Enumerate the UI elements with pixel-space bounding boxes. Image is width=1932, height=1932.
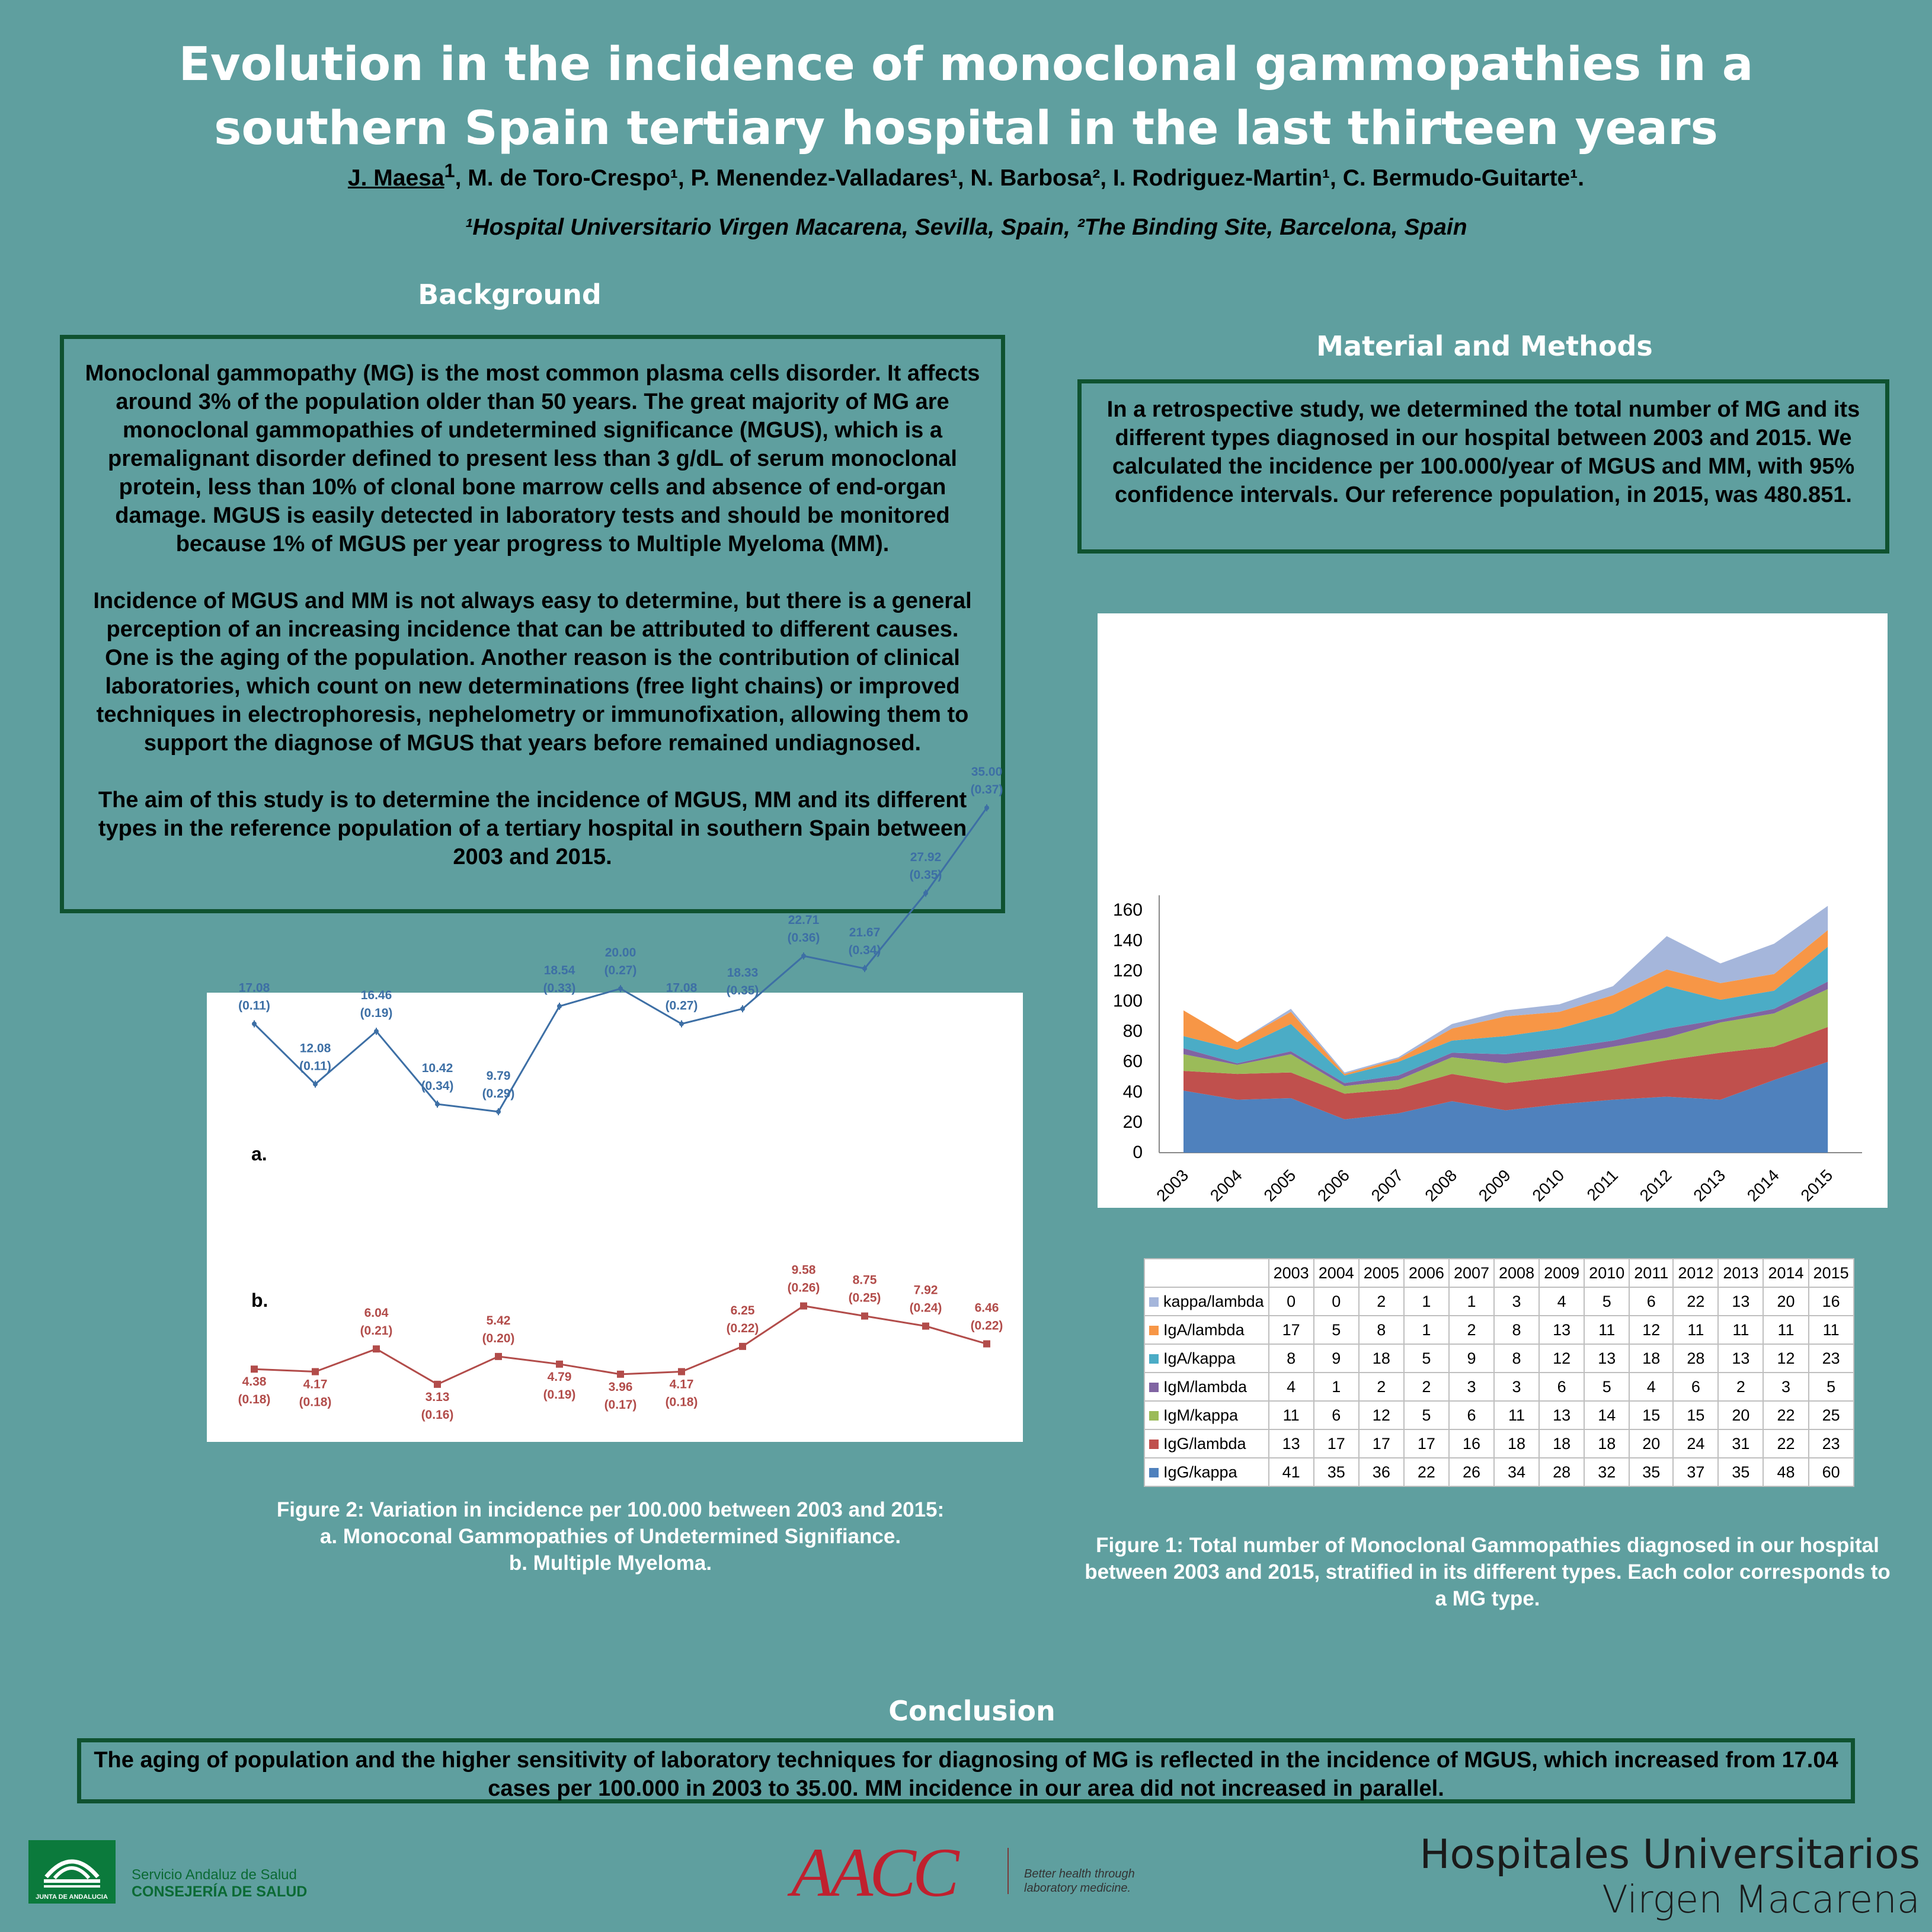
data-point xyxy=(434,1381,441,1388)
y-tick-label: 140 xyxy=(1112,930,1143,951)
data-point xyxy=(373,1345,380,1352)
table-year-header: 2008 xyxy=(1494,1259,1539,1287)
table-year-header: 2013 xyxy=(1718,1259,1763,1287)
table-cell: 11 xyxy=(1809,1316,1854,1344)
table-cell: 12 xyxy=(1539,1344,1584,1373)
data-label: 4.17 xyxy=(669,1377,694,1392)
data-label-ci: (0.22) xyxy=(970,1319,1003,1333)
data-label: 6.25 xyxy=(730,1303,755,1317)
data-point xyxy=(740,1006,745,1011)
table-cell: 11 xyxy=(1269,1401,1314,1429)
table-cell: 2 xyxy=(1359,1373,1404,1401)
x-tick-label: 2012 xyxy=(1636,1166,1675,1205)
hospital-name-line-1: Hospitales Universitarios xyxy=(1419,1831,1920,1878)
junta-emblem-icon xyxy=(28,1840,116,1904)
table-year-header: 2005 xyxy=(1359,1259,1404,1287)
data-point xyxy=(435,1102,440,1106)
table-cell: 13 xyxy=(1718,1287,1763,1316)
data-point xyxy=(984,805,989,810)
table-cell: 5 xyxy=(1404,1344,1449,1373)
hospital-name-line-2: Virgen Macarena xyxy=(1602,1878,1920,1922)
table-cell: 22 xyxy=(1404,1458,1449,1486)
table-row xyxy=(1144,1287,1854,1316)
table-cell: 20 xyxy=(1763,1287,1808,1316)
data-label: 17.08 xyxy=(666,981,698,995)
data-label-ci: (0.25) xyxy=(848,1291,881,1305)
data-label: 9.79 xyxy=(486,1069,511,1083)
table-corner xyxy=(1144,1259,1269,1287)
conclusion-box: The aging of population and the higher sensitivity of laboratory techniques for diagnosing of MG is reflected in the incidence of MGUS, which increased from 17.04 cases per 100.000 in 2003 to 35.00. MM incidence in our area did not increased in parallel. xyxy=(77,1738,1855,1803)
table-cell: 13 xyxy=(1539,1316,1584,1344)
table-cell: 17 xyxy=(1314,1429,1359,1458)
background-heading: Background xyxy=(418,279,602,311)
table-cell: 13 xyxy=(1539,1401,1584,1429)
table-header-row xyxy=(1144,1259,1854,1287)
table-cell: 11 xyxy=(1763,1316,1808,1344)
data-label: 16.46 xyxy=(360,989,392,1003)
data-label-ci: (0.35) xyxy=(726,984,759,998)
data-label: 4.38 xyxy=(242,1375,267,1389)
table-cell: 13 xyxy=(1269,1429,1314,1458)
table-cell: 1 xyxy=(1449,1287,1494,1316)
figure-1-caption: Figure 1: Total number of Monoclonal Gammopathies diagnosed in our hospital between 2003 and 2015, stratified in its different types. Each color corresponds to a MG type. xyxy=(1085,1534,1891,1610)
table-cell: 17 xyxy=(1269,1316,1314,1344)
table-cell: 6 xyxy=(1539,1373,1584,1401)
data-point xyxy=(618,986,623,991)
figure-2-caption-line-3: b. Multiple Myeloma. xyxy=(508,1552,712,1575)
table-cell: 26 xyxy=(1449,1458,1494,1486)
legend-swatch xyxy=(1149,1440,1159,1449)
table-cell: 6 xyxy=(1629,1287,1673,1316)
data-label: 10.42 xyxy=(421,1061,453,1076)
data-point xyxy=(678,1368,685,1376)
table-cell: 18 xyxy=(1629,1344,1673,1373)
data-label-ci: (0.16) xyxy=(421,1408,454,1422)
table-cell: 24 xyxy=(1673,1429,1718,1458)
data-point xyxy=(251,1365,258,1373)
aacc-tagline-line-2: laboratory medicine. xyxy=(1024,1882,1131,1895)
data-label: 9.58 xyxy=(791,1263,816,1277)
table-cell: 12 xyxy=(1629,1316,1673,1344)
data-label-ci: (0.22) xyxy=(726,1321,759,1335)
background-paragraph-3: The aim of this study is to determine the incidence of MGUS, MM and its different types in the reference population of a tertiary hospital in southern Spain between 2003 and 2015. xyxy=(98,788,967,869)
table-cell: 18 xyxy=(1494,1429,1539,1458)
data-point xyxy=(312,1368,319,1376)
data-label: 18.54 xyxy=(543,963,575,977)
table-cell: 20 xyxy=(1718,1401,1763,1429)
table-year-header: 2014 xyxy=(1763,1259,1808,1287)
aacc-tagline xyxy=(1024,1867,1135,1895)
table-cell: 6 xyxy=(1673,1373,1718,1401)
methods-heading: Material and Methods xyxy=(1316,330,1653,362)
aacc-logo: AACC xyxy=(791,1834,956,1911)
table-cell: 17 xyxy=(1404,1429,1449,1458)
table-cell: 23 xyxy=(1809,1344,1854,1373)
table-cell: 20 xyxy=(1629,1429,1673,1458)
data-point xyxy=(313,1082,318,1086)
table-row xyxy=(1144,1344,1854,1373)
table-cell: 22 xyxy=(1673,1287,1718,1316)
table-cell: 11 xyxy=(1584,1316,1629,1344)
data-label: 6.46 xyxy=(974,1301,999,1315)
data-label: 4.79 xyxy=(547,1370,572,1384)
table-cell: 13 xyxy=(1718,1344,1763,1373)
legend-label: kappa/lambda xyxy=(1163,1292,1264,1310)
series-name-mgus: a. xyxy=(251,1143,267,1165)
author-list xyxy=(59,160,1873,191)
y-tick-label: 160 xyxy=(1112,900,1143,920)
data-label-ci: (0.34) xyxy=(421,1079,454,1093)
figure-1-panel xyxy=(1098,613,1888,1208)
table-cell: 5 xyxy=(1809,1373,1854,1401)
figure-2-caption-line-1: Figure 2: Variation in incidence per 100.000 between 2003 and 2015: xyxy=(276,1498,945,1521)
table-cell: 2 xyxy=(1359,1287,1404,1316)
table-cell: 48 xyxy=(1763,1458,1808,1486)
table-row-label xyxy=(1144,1316,1269,1344)
table-cell: 4 xyxy=(1629,1373,1673,1401)
y-tick-label: 60 xyxy=(1122,1051,1143,1071)
table-cell: 13 xyxy=(1584,1344,1629,1373)
x-tick-label: 2004 xyxy=(1206,1166,1246,1205)
table-cell: 11 xyxy=(1673,1316,1718,1344)
data-label-ci: (0.11) xyxy=(299,1059,331,1073)
legend-swatch xyxy=(1149,1326,1159,1335)
table-cell: 11 xyxy=(1494,1401,1539,1429)
data-point xyxy=(252,1022,257,1026)
data-label-ci: (0.37) xyxy=(970,783,1003,797)
table-row xyxy=(1144,1316,1854,1344)
background-paragraph-1: Monoclonal gammopathy (MG) is the most common plasma cells disorder. It affects around 3% of the population older than 50 years. The great majority of MG are monoclonal gammopathies of undetermined significance (MGUS), which is a premalignant disorder defined to present less than 3 g/dL of serum monoclonal protein, less than 10% of clonal bone marrow cells and absence of end-organ damage. MGUS is easily detected in laboratory tests and should be monitored because 1% of MGUS per year progress to Multiple Myeloma (MM). xyxy=(85,361,980,556)
legend-label: IgG/lambda xyxy=(1163,1434,1246,1453)
table-cell: 18 xyxy=(1359,1344,1404,1373)
table-cell: 22 xyxy=(1763,1401,1808,1429)
series-name-mm: b. xyxy=(251,1290,268,1311)
table-cell: 3 xyxy=(1494,1373,1539,1401)
background-box xyxy=(60,335,1005,913)
table-cell: 0 xyxy=(1269,1287,1314,1316)
consejeria-name: CONSEJERÍA DE SALUD xyxy=(132,1883,308,1900)
data-point xyxy=(739,1343,746,1350)
table-cell: 31 xyxy=(1718,1429,1763,1458)
table-row xyxy=(1144,1458,1854,1486)
first-author: J. Maesa xyxy=(347,165,444,191)
table-cell: 2 xyxy=(1404,1373,1449,1401)
table-cell: 28 xyxy=(1539,1458,1584,1486)
legend-label: IgA/lambda xyxy=(1163,1320,1245,1339)
data-label: 17.08 xyxy=(238,981,270,995)
data-label: 12.08 xyxy=(299,1041,331,1055)
table-cell: 6 xyxy=(1449,1401,1494,1429)
table-cell: 8 xyxy=(1359,1316,1404,1344)
x-tick-label: 2003 xyxy=(1153,1166,1192,1205)
table-cell: 16 xyxy=(1809,1287,1854,1316)
table-cell: 17 xyxy=(1359,1429,1404,1458)
data-label-ci: (0.18) xyxy=(238,1393,271,1407)
x-tick-label: 2015 xyxy=(1797,1166,1837,1205)
table-cell: 9 xyxy=(1449,1344,1494,1373)
table-cell: 32 xyxy=(1584,1458,1629,1486)
figure-2-caption-line-2: a. Monoconal Gammopathies of Undetermined Signifiance. xyxy=(319,1525,901,1548)
data-point xyxy=(983,1341,990,1348)
methods-box: In a retrospective study, we determined the total number of MG and its different types diagnosed in our hospital between 2003 and 2015. We calculated the incidence per 100.000/year of MGUS and MM, with 95% confidence intervals. Our reference population, in 2015, was 480.851. xyxy=(1077,379,1889,554)
table-cell: 16 xyxy=(1449,1429,1494,1458)
table-cell: 3 xyxy=(1494,1287,1539,1316)
figure-2-caption xyxy=(196,1496,1025,1576)
table-cell: 6 xyxy=(1314,1401,1359,1429)
x-tick-label: 2006 xyxy=(1314,1166,1354,1205)
table-year-header: 2012 xyxy=(1673,1259,1718,1287)
data-label-ci: (0.21) xyxy=(360,1324,393,1338)
data-label-ci: (0.24) xyxy=(909,1301,942,1315)
table-cell: 60 xyxy=(1809,1458,1854,1486)
table-cell: 28 xyxy=(1673,1344,1718,1373)
data-label: 4.17 xyxy=(303,1377,328,1392)
table-cell: 15 xyxy=(1629,1401,1673,1429)
table-cell: 41 xyxy=(1269,1458,1314,1486)
sas-name: Servicio Andaluz de Salud xyxy=(132,1867,297,1883)
affiliations: ¹Hospital Universitario Virgen Macarena, Sevilla, Spain, ²The Binding Site, Barcelona, Spain xyxy=(465,215,1467,240)
data-label-ci: (0.19) xyxy=(543,1387,576,1402)
table-cell: 25 xyxy=(1809,1401,1854,1429)
y-tick-label: 20 xyxy=(1122,1112,1143,1132)
data-label: 27.92 xyxy=(910,850,942,865)
data-point xyxy=(557,1004,562,1009)
junta-label: JUNTA DE ANDALUCIA xyxy=(36,1893,108,1901)
aacc-divider xyxy=(1007,1848,1009,1894)
data-label: 20.00 xyxy=(604,946,636,960)
y-tick-label: 0 xyxy=(1133,1143,1143,1162)
other-authors: , M. de Toro-Crespo¹, P. Menendez-Valladares¹, N. Barbosa², I. Rodriguez-Martin¹, C. Bermudo-Guitarte¹. xyxy=(455,165,1585,191)
y-tick-label: 80 xyxy=(1122,1021,1143,1041)
table-row xyxy=(1144,1373,1854,1401)
x-tick-label: 2007 xyxy=(1367,1166,1407,1205)
data-label: 6.04 xyxy=(364,1306,389,1320)
table-row xyxy=(1144,1401,1854,1429)
table-row-label xyxy=(1144,1429,1269,1458)
table-cell: 12 xyxy=(1359,1401,1404,1429)
table-row xyxy=(1144,1429,1854,1458)
table-cell: 23 xyxy=(1809,1429,1854,1458)
data-label-ci: (0.20) xyxy=(482,1331,515,1345)
data-label-ci: (0.26) xyxy=(787,1281,820,1295)
data-label-ci: (0.11) xyxy=(238,999,270,1013)
x-tick-label: 2005 xyxy=(1260,1166,1300,1205)
table-cell: 35 xyxy=(1718,1458,1763,1486)
table-cell: 18 xyxy=(1539,1429,1584,1458)
table-cell: 35 xyxy=(1629,1458,1673,1486)
data-label-ci: (0.17) xyxy=(604,1397,637,1412)
legend-label: IgA/kappa xyxy=(1163,1349,1236,1367)
y-tick-label: 40 xyxy=(1122,1082,1143,1102)
stacked-area-chart xyxy=(1098,613,1888,1208)
data-point xyxy=(374,1029,379,1034)
table-cell: 1 xyxy=(1404,1316,1449,1344)
table-cell: 4 xyxy=(1539,1287,1584,1316)
table-cell: 2 xyxy=(1449,1316,1494,1344)
legend-label: IgG/kappa xyxy=(1163,1463,1237,1481)
table-cell: 37 xyxy=(1673,1458,1718,1486)
table-year-header: 2015 xyxy=(1809,1259,1854,1287)
data-label: 3.96 xyxy=(608,1380,633,1394)
data-point xyxy=(617,1371,624,1378)
data-label: 22.71 xyxy=(788,913,820,927)
poster-title: Evolution in the incidence of monoclonal gammopathies in a southern Spain tertiary hospital in the last thirteen years xyxy=(178,38,1754,155)
data-point xyxy=(923,891,928,895)
table-cell: 5 xyxy=(1584,1373,1629,1401)
data-label: 18.33 xyxy=(727,966,759,980)
data-point xyxy=(495,1353,502,1360)
table-row-label xyxy=(1144,1344,1269,1373)
table-cell: 4 xyxy=(1269,1373,1314,1401)
table-row-label xyxy=(1144,1373,1269,1401)
x-tick-label: 2008 xyxy=(1421,1166,1461,1205)
table-cell: 2 xyxy=(1718,1373,1763,1401)
table-cell: 34 xyxy=(1494,1458,1539,1486)
table-cell: 5 xyxy=(1404,1401,1449,1429)
data-label-ci: (0.34) xyxy=(848,943,881,958)
data-label: 3.13 xyxy=(425,1390,450,1404)
x-tick-label: 2009 xyxy=(1474,1166,1514,1205)
data-point xyxy=(861,1313,868,1320)
legend-swatch xyxy=(1149,1411,1159,1421)
table-cell: 0 xyxy=(1314,1287,1359,1316)
legend-swatch xyxy=(1149,1468,1159,1477)
table-cell: 35 xyxy=(1314,1458,1359,1486)
data-point xyxy=(679,1022,684,1026)
data-table xyxy=(1144,1258,1854,1487)
data-label: 8.75 xyxy=(852,1273,877,1287)
data-point xyxy=(496,1109,501,1114)
table-cell: 11 xyxy=(1718,1316,1763,1344)
data-label-ci: (0.36) xyxy=(787,931,820,945)
table-year-header: 2007 xyxy=(1449,1259,1494,1287)
table-cell: 22 xyxy=(1763,1429,1808,1458)
table-cell: 8 xyxy=(1269,1344,1314,1373)
table-year-header: 2006 xyxy=(1404,1259,1449,1287)
legend-label: IgM/lambda xyxy=(1163,1377,1248,1396)
data-label: 7.92 xyxy=(913,1283,938,1297)
background-paragraph-2: Incidence of MGUS and MM is not always easy to determine, but there is a general perception of an increasing incidence that can be attributed to different causes. One is the aging of the population. Another reason is the contribution of clinical laboratories, which count on new determinations (free light chains) or improved techniques in electrophoresis, nephelometry or immunofixation, allowing them to support the diagnose of MGUS that years before remained undiagnosed. xyxy=(93,588,972,756)
data-label-ci: (0.29) xyxy=(482,1086,515,1101)
data-point xyxy=(922,1323,929,1330)
table-cell: 8 xyxy=(1494,1344,1539,1373)
x-tick-label: 2013 xyxy=(1690,1166,1729,1205)
table-cell: 15 xyxy=(1673,1401,1718,1429)
x-tick-label: 2014 xyxy=(1743,1166,1783,1205)
data-label: 5.42 xyxy=(486,1313,511,1328)
table-cell: 18 xyxy=(1584,1429,1629,1458)
y-tick-label: 100 xyxy=(1112,991,1143,1011)
x-tick-label: 2011 xyxy=(1583,1166,1622,1204)
legend-label: IgM/kappa xyxy=(1163,1406,1239,1424)
table-year-header: 2004 xyxy=(1314,1259,1359,1287)
table-row-label xyxy=(1144,1458,1269,1486)
table-cell: 9 xyxy=(1314,1344,1359,1373)
data-label: 35.00 xyxy=(971,765,1003,779)
table-cell: 5 xyxy=(1314,1316,1359,1344)
table-cell: 3 xyxy=(1763,1373,1808,1401)
table-row-label xyxy=(1144,1401,1269,1429)
y-tick-label: 120 xyxy=(1112,961,1143,981)
table-year-header: 2010 xyxy=(1584,1259,1629,1287)
x-tick-label: 2010 xyxy=(1528,1166,1568,1205)
data-label-ci: (0.35) xyxy=(909,868,942,882)
aacc-tagline-line-1: Better health through xyxy=(1024,1867,1135,1880)
data-label-ci: (0.18) xyxy=(665,1395,698,1409)
table-year-header: 2011 xyxy=(1629,1259,1673,1287)
table-row-label xyxy=(1144,1287,1269,1316)
data-point xyxy=(556,1361,563,1368)
legend-swatch xyxy=(1149,1383,1159,1392)
legend-swatch xyxy=(1149,1297,1159,1307)
data-point xyxy=(862,966,867,971)
junta-andalucia-logo xyxy=(28,1840,116,1904)
table-cell: 1 xyxy=(1314,1373,1359,1401)
table-cell: 1 xyxy=(1404,1287,1449,1316)
table-cell: 8 xyxy=(1494,1316,1539,1344)
first-author-affil: 1 xyxy=(444,160,455,181)
data-label-ci: (0.33) xyxy=(543,981,576,995)
table-cell: 3 xyxy=(1449,1373,1494,1401)
table-year-header: 2009 xyxy=(1539,1259,1584,1287)
table-cell: 36 xyxy=(1359,1458,1404,1486)
table-year-header: 2003 xyxy=(1269,1259,1314,1287)
legend-swatch xyxy=(1149,1354,1159,1364)
table-cell: 5 xyxy=(1584,1287,1629,1316)
data-label-ci: (0.19) xyxy=(360,1006,393,1021)
conclusion-heading: Conclusion xyxy=(888,1695,1055,1727)
data-label-ci: (0.27) xyxy=(604,964,637,978)
table-cell: 12 xyxy=(1763,1344,1808,1373)
data-point xyxy=(801,954,806,958)
data-label-ci: (0.27) xyxy=(665,999,698,1013)
data-label: 21.67 xyxy=(849,926,881,940)
data-label-ci: (0.18) xyxy=(299,1395,332,1409)
data-point xyxy=(800,1303,807,1310)
table-cell: 14 xyxy=(1584,1401,1629,1429)
